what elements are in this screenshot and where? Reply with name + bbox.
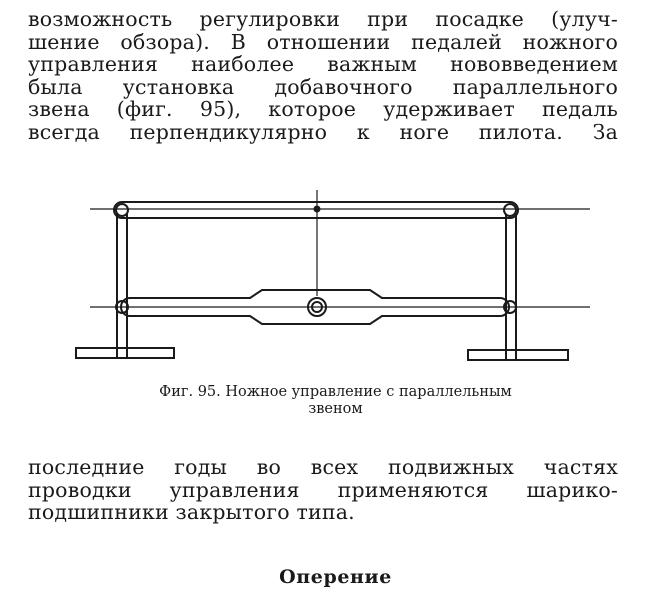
caption-line: Фиг. 95. Ножное управление с параллельным — [159, 384, 512, 400]
center-pivot-dot — [315, 207, 320, 212]
text-line: подшипники закрытого типа. — [28, 500, 355, 524]
pedal-linkage-figure — [70, 188, 610, 378]
left-pedal-plate — [76, 348, 174, 358]
text-line: звена (фиг. 95), которое удерживает педаль — [28, 97, 618, 121]
text-line: всегда перпендикулярно к ноге пилота. За — [28, 119, 618, 144]
text-line: была установка добавочного параллельного — [28, 74, 618, 99]
figure-caption — [0, 384, 671, 418]
body-paragraph-2 — [28, 456, 618, 524]
body-paragraph-1 — [28, 8, 618, 143]
text-line: управления наиболее важным нововведением — [28, 52, 618, 76]
section-heading: Оперение — [279, 566, 392, 588]
right-pedal-plate — [468, 350, 568, 360]
text-line: проводки управления применяются шарико- — [28, 477, 618, 502]
text-line: возможность регулировки при посадке (улуч- — [28, 7, 618, 31]
caption-line: звеном — [308, 401, 363, 417]
text-line: шение обзора). В отношении педалей ножного — [28, 29, 618, 54]
text-line: последние годы во всех подвижных частях — [28, 455, 618, 479]
